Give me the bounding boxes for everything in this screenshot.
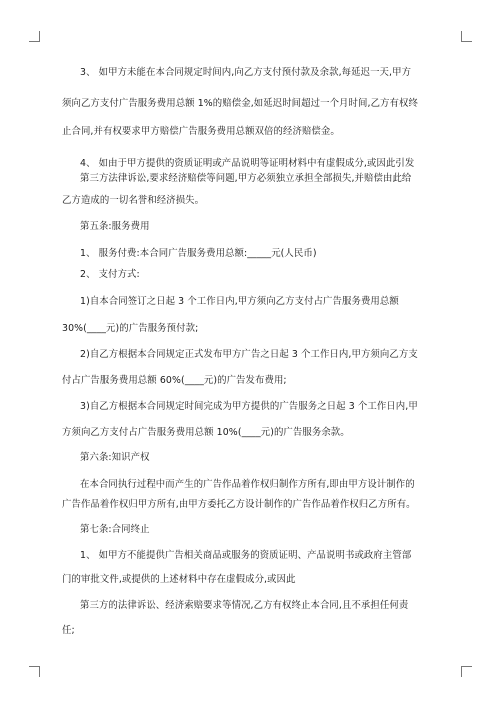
- crop-mark-top-right: [461, 31, 472, 42]
- clause-3-line-2: 须向乙方支付广告服务费用总额 1%的赔偿金,如延迟时间超过一个月时间,乙方有权终: [62, 98, 418, 109]
- section-7-heading: 第七条:合同终止: [80, 524, 150, 535]
- payment-2-line-2: 付占广告服务费用总额 60%(____元)的广告发布费用;: [62, 375, 287, 386]
- payment-3-line-2: 方须向乙方支付占广告服务费用总额 10%(____元)的广告服务余款。: [62, 427, 350, 438]
- section-6-heading: 第六条:知识产权: [80, 452, 150, 463]
- service-fee-total: 1、 服务付费:本合同广告服务费用总额:_____元(人民币): [80, 248, 317, 259]
- termination-1-line-1: 1、 如甲方不能提供广告相关商品或服务的资质证明、产品说明书或政府主管部: [80, 550, 412, 561]
- ip-line-1: 在本合同执行过程中而产生的广告作品着作权归制作方所有,即由甲方设计制作的: [80, 479, 415, 490]
- section-5-heading: 第五条:服务费用: [80, 221, 150, 232]
- payment-2-line-1: 2)自乙方根据本合同规定正式发布甲方广告之日起 3 个工作日内,甲方须向乙方支: [80, 349, 418, 360]
- crop-mark-bottom-right: [461, 666, 472, 677]
- termination-1-line-4: 任;: [62, 625, 75, 636]
- termination-1-line-2: 门的审批文件,或提供的上述材料中存在虚假成分,或因此: [62, 574, 296, 585]
- clause-3-line-3: 止合同,并有权要求甲方赔偿广告服务费用总额双倍的经济赔偿金。: [62, 126, 340, 137]
- payment-method-heading: 2、 支付方式:: [80, 269, 140, 280]
- clause-3-line-1: 3、 如甲方未能在本合同规定时间内,向乙方支付预付款及余款,每延迟一天,甲方: [80, 67, 412, 78]
- payment-3-line-1: 3)自乙方根据本合同规定时间完成为甲方提供的广告服务之日起 3 个工作日内,甲: [80, 401, 418, 412]
- ip-line-2: 广告作品着作权归甲方所有,由甲方委托乙方设计制作的广告作品着作权归乙方所有。: [62, 499, 416, 510]
- payment-1-line-1: 1)自本合同签订之日起 3 个工作日内,甲方须向乙方支付占广告服务费用总额: [80, 296, 399, 307]
- clause-4-line-3: 乙方造成的一切名誉和经济损失。: [62, 195, 205, 206]
- crop-mark-bottom-left: [29, 666, 40, 677]
- crop-mark-top-left: [29, 31, 40, 42]
- clause-4-line-1: 4、 如由于甲方提供的资质证明或产品说明等证明材料中有虚假成分,或因此引发: [80, 158, 415, 169]
- clause-4-line-2: 第三方法律诉讼,要求经济赔偿等问题,甲方必须独立承担全部损失,并赔偿由此给: [80, 173, 412, 184]
- payment-1-line-2: 30%(____元)的广告服务预付款;: [62, 323, 199, 334]
- termination-1-line-3: 第三方的法律诉讼、经济索赔要求等情况,乙方有权终止本合同,且不承担任何责: [80, 600, 409, 611]
